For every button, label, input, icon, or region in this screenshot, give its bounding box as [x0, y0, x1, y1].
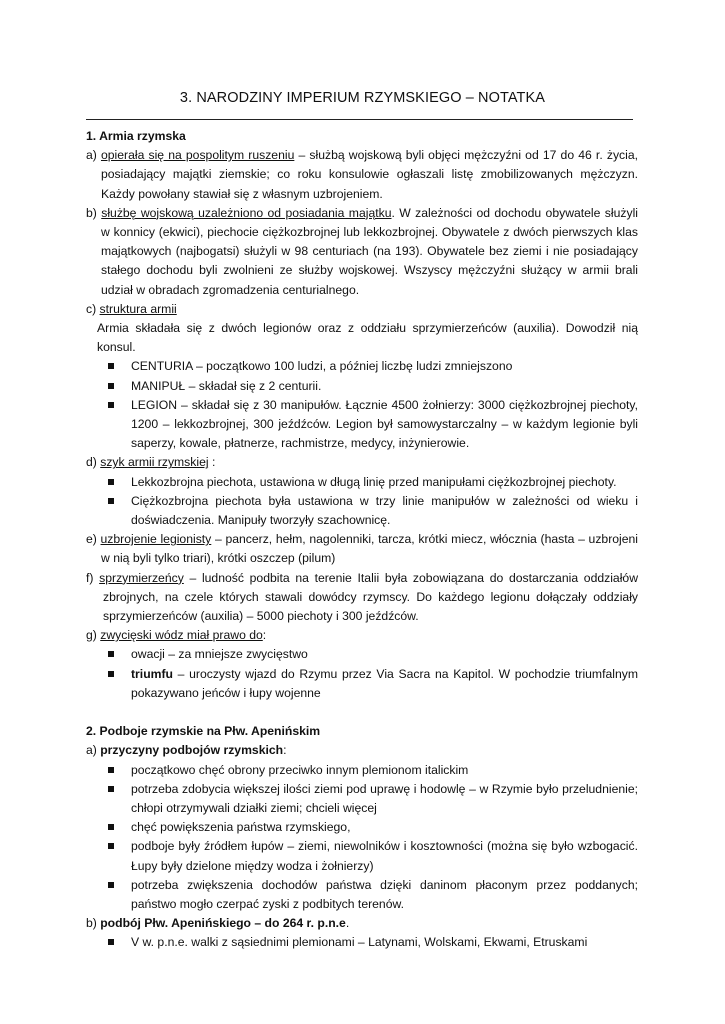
- square-bullet-icon: [108, 882, 114, 888]
- item-marker: e): [86, 532, 101, 547]
- item-marker: g): [86, 628, 101, 643]
- square-bullet-icon: [108, 651, 114, 657]
- paragraph-text: – pancerz, hełm, nagolenniki, tarcza, krótki miecz, włócznia (hasta – uzbrojeni w nią byli tylko triari), krótki oszczep (pilum): [101, 532, 638, 566]
- punctuation: .: [345, 916, 350, 931]
- item-marker: b): [86, 916, 101, 931]
- item-marker: b): [86, 205, 102, 220]
- paragraph-text: – służbą wojskową byli objęci mężczyźni od 17 do 46 r. życia, posiadający majątki ziemskie; co roku konsulowie ogłaszali listę zmobilizowanych mężczyzn. Każdy powołany stawiał się z własnym uzbrojeniem.: [101, 148, 638, 201]
- square-bullet-icon: [108, 402, 114, 408]
- list-item: [86, 933, 638, 952]
- paragraph-text: – ludność podbita na terenie Italii była zobowiązana do dostarczania oddziałów zbrojnych, na czele których stawali dowódcy rzymscy. Do każdego legionu dołączały oddziały sprzymierzeńców (auxilia) – 5000 piechoty i 300 jeźdźców.: [103, 570, 638, 624]
- list-item-text: podboje były źródłem łupów – ziemi, niewolników i kosztowności (można się było wzbogacić. Łupy były dzielone między wodza i żołnierzy): [131, 839, 638, 873]
- square-bullet-icon: [108, 767, 114, 773]
- underlined-phrase: struktura armii: [99, 301, 177, 316]
- list-item: [86, 645, 638, 664]
- square-bullet-icon: [108, 824, 114, 830]
- list-item-text: chęć powiększenia państwa rzymskiego,: [131, 820, 351, 835]
- underlined-phrase: szyk armii rzymskiej: [100, 455, 209, 470]
- underlined-phrase: opierała się na pospolitym ruszeniu: [100, 148, 295, 163]
- list-item-text: początkowo chęć obrony przeciwko innym plemionom italickim: [131, 762, 469, 777]
- list-item: [86, 780, 638, 818]
- paragraph-text: . W zależności od dochodu obywatele służyli w konnicy (ekwici), piechocie ciężkozbrojnej lub lekkozbrojnej. Obywatele z dwóch pierwszych klas majątkowych (najbogatsi) służyli w 98 centuriach (na 193). Obywatele bez ziemi i nie posiadający stałego dochodu byli zwolnieni ze służby wojskowej. Wszyscy mężczyźni służący w armii brali udział w obradach zgromadzenia centurialnego.: [101, 205, 638, 297]
- list-item-text: owacji – za mniejsze zwycięstwo: [131, 647, 308, 662]
- punctuation: :: [262, 628, 267, 643]
- paragraph-c-text: Armia składała się z dwóch legionów oraz z oddziału sprzymierzeńców (auxilia). Dowodził nią konsul.: [97, 321, 638, 355]
- list-item-text: potrzeba zdobycia większej ilości ziemi pod uprawę i hodowlę – w Rzymie było przeludnienie; chłopi otrzymywali działki ziemi; chcieli więcej: [131, 781, 638, 815]
- square-bullet-icon: [108, 939, 114, 945]
- square-bullet-icon: [108, 498, 114, 504]
- underlined-phrase: uzbrojenie legionisty: [100, 532, 212, 547]
- paragraph-e: [86, 530, 638, 568]
- list-item-text: Ciężkozbrojna piechota była ustawiona w trzy linie manipułów w zależności od wieku i doświadczenia. Manipuły tworzyły szachownicę.: [131, 493, 638, 528]
- bullet-list-struktura: [86, 357, 638, 453]
- list-item: [86, 377, 638, 396]
- list-item: [86, 396, 638, 454]
- item-marker: d): [86, 455, 101, 470]
- list-item: [86, 357, 638, 376]
- punctuation: :: [283, 743, 287, 758]
- list-item-text: V w. p.n.e. walki z sąsiednimi plemionami – Latynami, Wolskami, Ekwami, Etruskami: [131, 935, 588, 950]
- list-item-text: potrzeba zwiększenia dochodów państwa dzięki daninom płaconym przez poddanych; państwo mogło czerpać zyski z podbitych terenów.: [131, 877, 638, 911]
- square-bullet-icon: [108, 786, 114, 792]
- paragraph-g-heading: [86, 626, 638, 645]
- square-bullet-icon: [108, 671, 114, 677]
- list-item: [86, 761, 638, 780]
- list-item-text: MANIPUŁ – składał się z 2 centurii.: [131, 378, 322, 393]
- list-item: [86, 473, 638, 492]
- bold-phrase: podbój Płw. Apenińskiego – do 264 r. p.n.e: [100, 916, 346, 931]
- page-title: 3. NARODZINY IMPERIUM RZYMSKIEGO – NOTATKA: [179, 90, 546, 106]
- square-bullet-icon: [108, 843, 114, 849]
- document-body: [86, 127, 638, 953]
- list-item-text: CENTURIA – początkowo 100 ludzi, a później liczbę ludzi zmniejszono: [131, 359, 513, 374]
- paragraph-f: [86, 569, 638, 627]
- bullet-list-przyczyny: [86, 761, 638, 915]
- bold-phrase: przyczyny podbojów rzymskich: [100, 743, 284, 758]
- paragraph-d-heading: [86, 453, 638, 472]
- list-item: [86, 665, 638, 703]
- item-marker: a): [86, 743, 101, 758]
- square-bullet-icon: [108, 383, 114, 389]
- paragraph-2a-heading: [86, 741, 638, 760]
- item-marker: a): [86, 148, 101, 163]
- list-item: [86, 837, 638, 875]
- bullet-list-podboj: [86, 933, 638, 952]
- underlined-phrase: zwycięski wódz miał prawo do: [100, 628, 263, 643]
- square-bullet-icon: [108, 479, 114, 485]
- underlined-phrase: sprzymierzeńcy: [99, 570, 184, 585]
- section-spacer: [86, 703, 638, 722]
- paragraph-c-heading: [86, 300, 638, 319]
- list-item-text: LEGION – składał się z 30 manipułów. Łącznie 4500 żołnierzy: 3000 ciężkozbrojnej piechoty, 1200 – lekkozbrojnej, 300 jeźdźców. Legion był samowystarczalny – w każdym legionie byli saperzy, kowale, płatnerze, rachmistrze, medycy, inżynierowie.: [131, 397, 638, 451]
- underlined-phrase: służbę wojskową uzależniono od posiadania majątku: [101, 205, 392, 220]
- item-marker: f): [86, 570, 100, 585]
- list-item: [86, 876, 638, 914]
- list-item: [86, 818, 638, 837]
- title-divider: [86, 119, 633, 120]
- section-heading-armia: 1. Armia rzymska: [86, 129, 186, 143]
- paragraph-b: [86, 204, 638, 300]
- list-item-text: Lekkozbrojna piechota, ustawiona w długą linię przed manipułami ciężkozbrojnej piechoty.: [131, 474, 617, 489]
- item-marker: c): [86, 301, 100, 316]
- list-item: [86, 492, 638, 530]
- punctuation: :: [208, 455, 216, 470]
- list-item-text: – uroczysty wjazd do Rzymu przez Via Sacra na Kapitol. W pochodzie triumfalnym pokazywano jeńców i łupy wojenne: [131, 666, 638, 700]
- bold-term: triumfu: [131, 666, 173, 681]
- bullet-list-szyk: [86, 473, 638, 531]
- bullet-list-prawo: [86, 645, 638, 703]
- section-heading-podboje: 2. Podboje rzymskie na Płw. Apenińskim: [86, 724, 321, 739]
- paragraph-2b-heading: [86, 914, 638, 933]
- square-bullet-icon: [108, 363, 114, 369]
- paragraph-a: [86, 146, 638, 204]
